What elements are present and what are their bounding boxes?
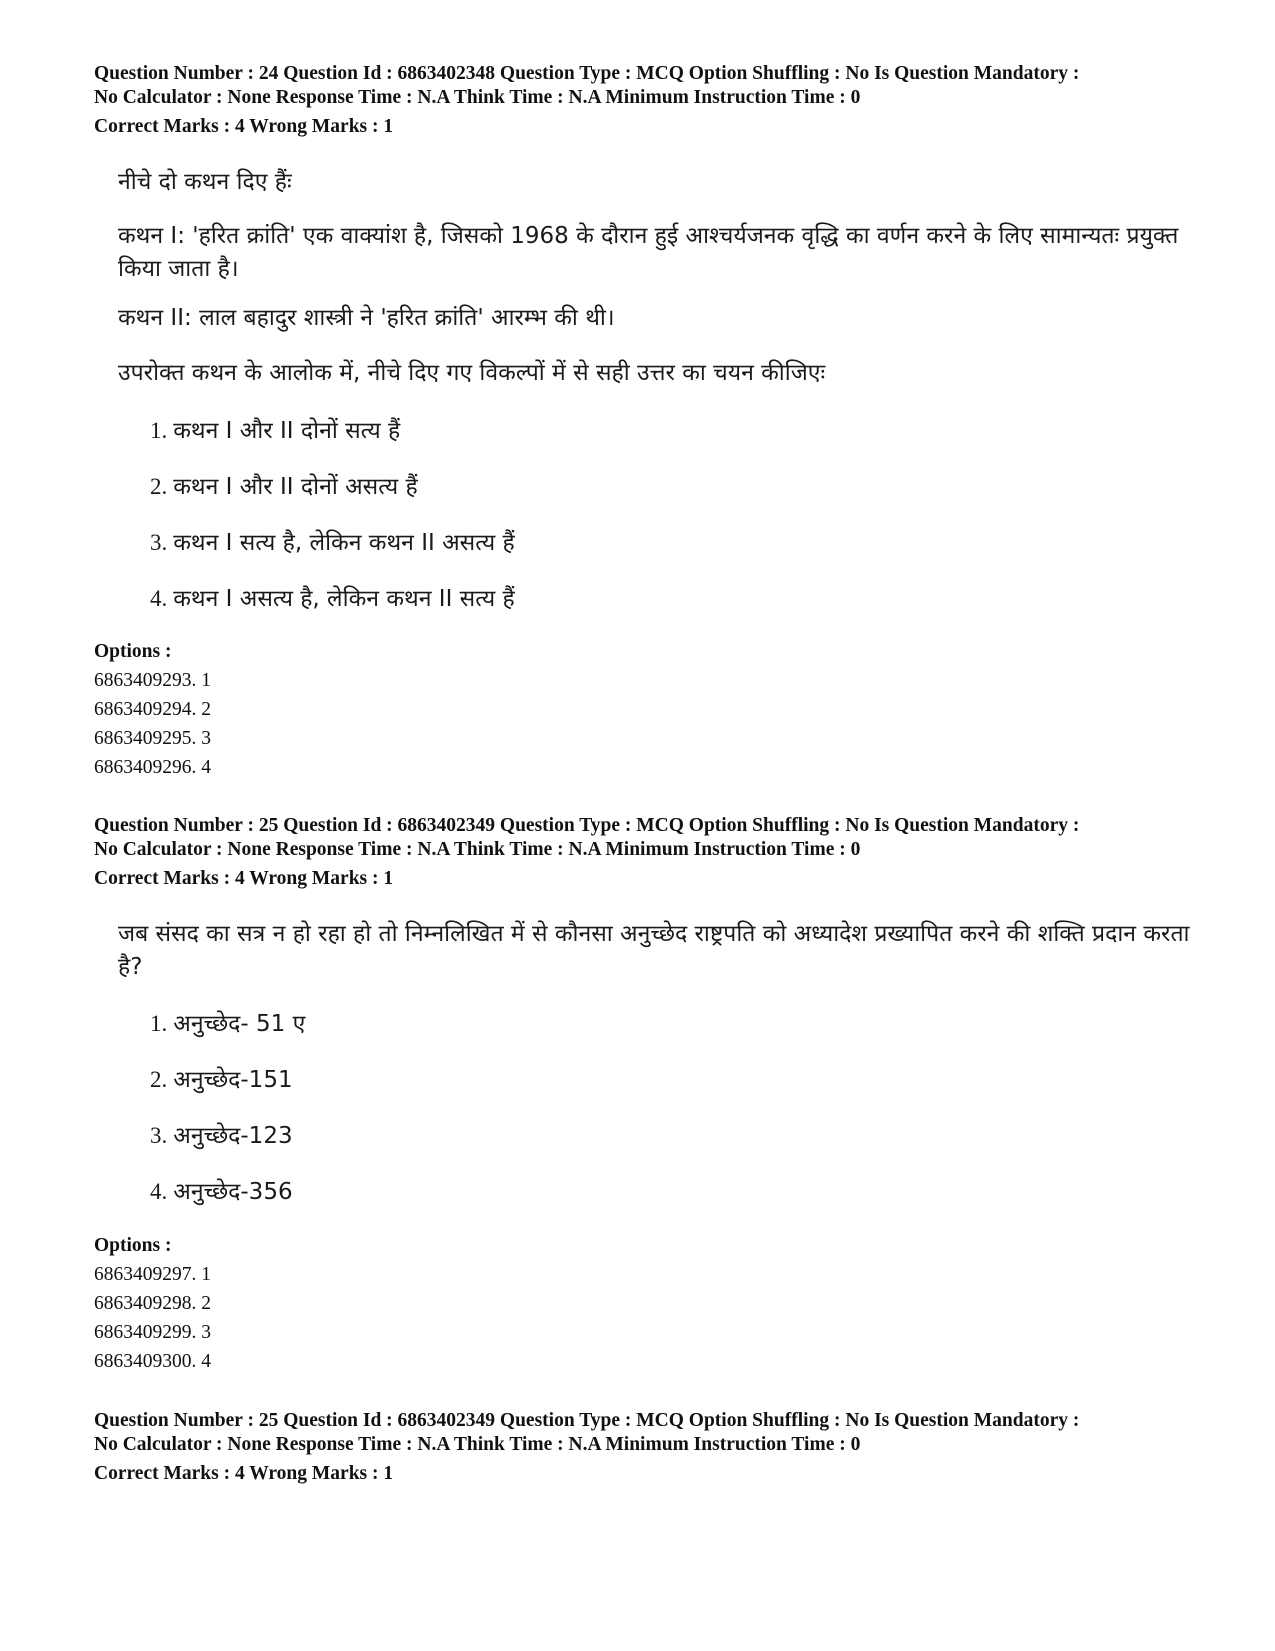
question-24-choice-1 xyxy=(150,413,400,445)
question-24-options xyxy=(94,637,211,782)
choice-text: कथन I सत्य है, लेकिन कथन II असत्य हैं xyxy=(173,530,515,556)
option-id-row: 6863409300. 4 xyxy=(94,1351,211,1372)
choice-number: 4. xyxy=(150,1179,168,1204)
question-25-options xyxy=(94,1231,211,1376)
choice-number: 1. xyxy=(150,418,168,443)
question-marks: Correct Marks : 4 Wrong Marks : 1 xyxy=(94,1463,394,1484)
question-25-choice-2 xyxy=(150,1062,293,1094)
choice-number: 2. xyxy=(150,474,168,499)
option-id-row: 6863409297. 1 xyxy=(94,1264,211,1285)
choice-number: 3. xyxy=(150,530,168,555)
question-meta-line2: No Calculator : None Response Time : N.A Think Time : N.A Minimum Instruction Time : 0 xyxy=(94,87,861,108)
choice-number: 1. xyxy=(150,1011,168,1036)
question-24-choice-3 xyxy=(150,525,515,557)
choice-text: अनुच्छेद-356 xyxy=(173,1179,293,1205)
choice-text: कथन I असत्य है, लेकिन कथन II सत्य हैं xyxy=(173,586,515,612)
question-marks: Correct Marks : 4 Wrong Marks : 1 xyxy=(94,868,394,889)
question-24-intro: नीचे दो कथन दिए हैंः xyxy=(118,169,292,195)
option-id-row: 6863409298. 2 xyxy=(94,1293,211,1314)
question-25-text: जब संसद का सत्र न हो रहा हो तो निम्नलिखित में से कौनसा अनुच्छेद राष्ट्रपति को अध्यादेश प्रख्यापित करने की शक्ति प्रदान करता है? xyxy=(118,921,1190,980)
options-label: Options : xyxy=(94,641,172,662)
question-25b-meta xyxy=(94,1409,1214,1486)
choice-text: अनुच्छेद- 51 ए xyxy=(173,1011,306,1037)
question-meta-line1: Question Number : 25 Question Id : 6863402349 Question Type : MCQ Option Shuffling : No Is Question Mandatory : xyxy=(94,1410,1080,1431)
option-id-row: 6863409293. 1 xyxy=(94,670,211,691)
question-24-statement-1: कथन I: 'हरित क्रांति' एक वाक्यांश है, जिसको 1968 के दौरान हुई आश्चर्यजनक वृद्धि का वर्णन करने के लिए सामान्यतः प्रयुक्त किया जाता है। xyxy=(118,223,1179,282)
option-id-row: 6863409299. 3 xyxy=(94,1322,211,1343)
question-24-statement-2: कथन II: लाल बहादुर शास्त्री ने 'हरित क्रांति' आरम्भ की थी। xyxy=(118,305,615,331)
choice-number: 3. xyxy=(150,1123,168,1148)
question-25-choice-3 xyxy=(150,1118,293,1150)
choice-text: कथन I और II दोनों असत्य हैं xyxy=(173,474,418,500)
choice-text: कथन I और II दोनों सत्य हैं xyxy=(173,418,401,444)
options-label: Options : xyxy=(94,1235,172,1256)
question-marks: Correct Marks : 4 Wrong Marks : 1 xyxy=(94,116,394,137)
choice-text: अनुच्छेद-123 xyxy=(173,1123,293,1149)
question-24-instruction: उपरोक्त कथन के आलोक में, नीचे दिए गए विकल्पों में से सही उत्तर का चयन कीजिएः xyxy=(118,360,826,386)
choice-number: 4. xyxy=(150,586,168,611)
question-24-meta xyxy=(94,62,1214,139)
choice-text: अनुच्छेद-151 xyxy=(173,1067,293,1093)
option-id-row: 6863409296. 4 xyxy=(94,757,211,778)
question-meta-line1: Question Number : 24 Question Id : 6863402348 Question Type : MCQ Option Shuffling : No Is Question Mandatory : xyxy=(94,63,1080,84)
option-id-row: 6863409294. 2 xyxy=(94,699,211,720)
question-25-choice-1 xyxy=(150,1006,305,1038)
question-meta-line2: No Calculator : None Response Time : N.A Think Time : N.A Minimum Instruction Time : 0 xyxy=(94,839,861,860)
choice-number: 2. xyxy=(150,1067,168,1092)
question-meta-line1: Question Number : 25 Question Id : 6863402349 Question Type : MCQ Option Shuffling : No Is Question Mandatory : xyxy=(94,815,1080,836)
question-25-choice-4 xyxy=(150,1174,293,1206)
question-meta-line2: No Calculator : None Response Time : N.A Think Time : N.A Minimum Instruction Time : 0 xyxy=(94,1434,861,1455)
question-25-meta xyxy=(94,814,1214,891)
option-id-row: 6863409295. 3 xyxy=(94,728,211,749)
question-24-choice-2 xyxy=(150,469,418,501)
question-24-choice-4 xyxy=(150,581,515,613)
